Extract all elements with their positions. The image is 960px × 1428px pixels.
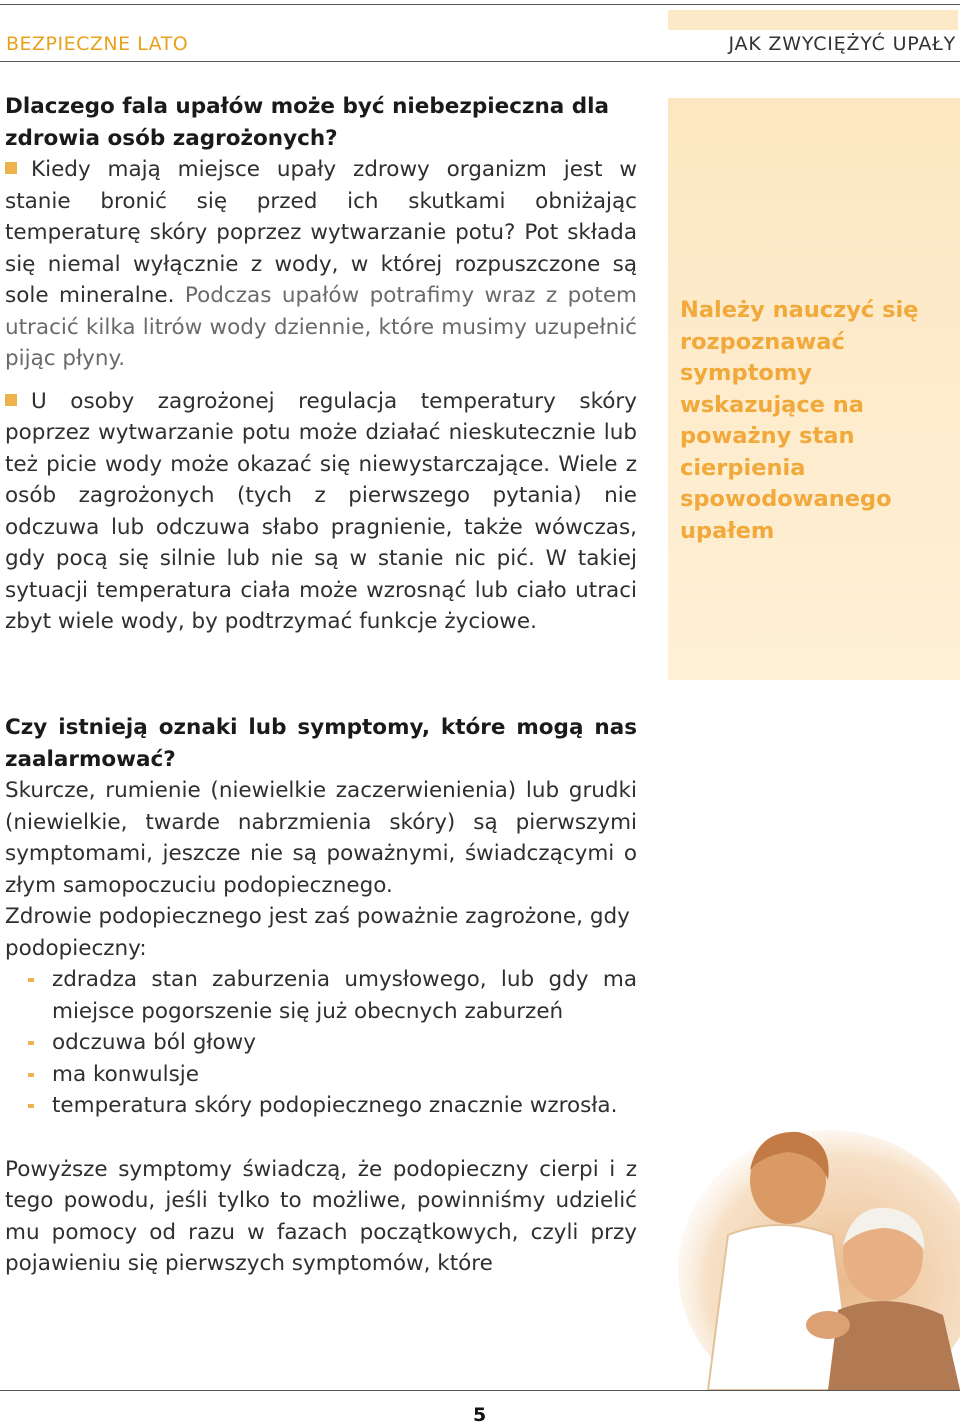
section-1-paragraph-1-gray: Podczas upałów potrafimy wraz z potem utracić kilka litrów wody dziennie, które musimy uzupełnić pijąc płyny. — [5, 283, 637, 371]
list-item — [5, 1059, 637, 1091]
caregiver-photo — [668, 1110, 960, 1390]
header-chapter-title: JAK ZWYCIĘŻYĆ UPAŁY — [728, 33, 956, 55]
list-item-text: zdradza stan zaburzenia umysłowego, lub gdy ma miejsce pogorszenie się już obecnych zaburzeń — [52, 967, 637, 1024]
square-bullet-icon — [5, 394, 17, 406]
section-1-paragraph-1 — [5, 154, 637, 375]
section-1-paragraph-1-text: Kiedy mają miejsce upały zdrowy organizm jest w stanie bronić się przed ich skutkami obniżając temperaturę skóry poprzez wytwarzanie potu? Pot składa się niemal wyłącznie z wody, w której rozpuszczone są sole mineralne. — [5, 157, 637, 308]
list-item — [5, 964, 637, 1027]
list-item-text: ma konwulsje — [52, 1061, 200, 1087]
section-2 — [5, 712, 637, 1280]
list-item — [5, 1090, 637, 1122]
top-rule — [0, 4, 960, 5]
list-item-text: odczuwa ból głowy — [52, 1030, 256, 1055]
section-1-paragraph-2-text: U osoby zagrożonej regulacja temperatury skóry poprzez wytwarzanie potu może działać nieskutecznie lub też picie wody może okazać się niewystarczające. Wiele z osób zagrożonych (tych z pierwszego pytania) nie odczuwa lub odczuwa słabo pragnienie, także wówczas, gdy pocą się silnie lub nie są w stanie nic pić. W takiej sytuacji temperatura ciała może wzrosnąć lub ciało utraci zbyt wiele wody, by podtrzymać funkcje życiowe. — [5, 388, 637, 634]
symptom-list — [5, 964, 637, 1122]
sidebar-callout: Należy nauczyć się rozpoznawać symptomy wskazujące na poważny stan cierpienia spowodowanego upałem — [680, 297, 919, 544]
section-2-question: Czy istnieją oznaki lub symptomy, które mogą nas zaalarmować? — [5, 715, 637, 772]
page-number: 5 — [473, 1404, 487, 1426]
list-item-text: temperatura skóry podopiecznego znacznie wzrosła. — [52, 1093, 618, 1118]
dash-bullet-icon — [28, 1073, 34, 1077]
section-1-question: Dlaczego fala upałów może być niebezpieczna dla zdrowia osób zagrożonych? — [5, 94, 610, 151]
section-1-paragraph-2 — [5, 386, 637, 638]
dash-bullet-icon — [28, 1041, 34, 1045]
dash-bullet-icon — [28, 1104, 34, 1108]
square-bullet-icon — [5, 162, 17, 174]
header-rule — [0, 61, 960, 62]
section-2-paragraph-2: Zdrowie podopiecznego jest zaś poważnie zagrożone, gdy podopieczny: — [5, 904, 630, 961]
header-band — [668, 10, 958, 30]
header-section-title: BEZPIECZNE LATO — [6, 33, 189, 55]
bottom-rule — [0, 1390, 960, 1391]
dash-bullet-icon — [28, 978, 34, 982]
section-1 — [5, 91, 637, 638]
list-item — [5, 1027, 637, 1059]
section-2-paragraph-1: Skurcze, rumienie (niewielkie zaczerwienienia) lub grudki (niewielkie, twarde nabrzmienia skóry) są pierwszymi symptomami, jeszcze nie są poważnymi, świadczącymi o złym samopoczuciu podopiecznego. — [5, 778, 637, 898]
section-2-paragraph-3: Powyższe symptomy świadczą, że podopieczny cierpi i z tego powodu, jeśli tylko to możliwe, powinniśmy udzielić mu pomocy od razu w fazach początkowych, czyli przy pojawieniu się pierwszych symptomów, które — [5, 1156, 637, 1276]
